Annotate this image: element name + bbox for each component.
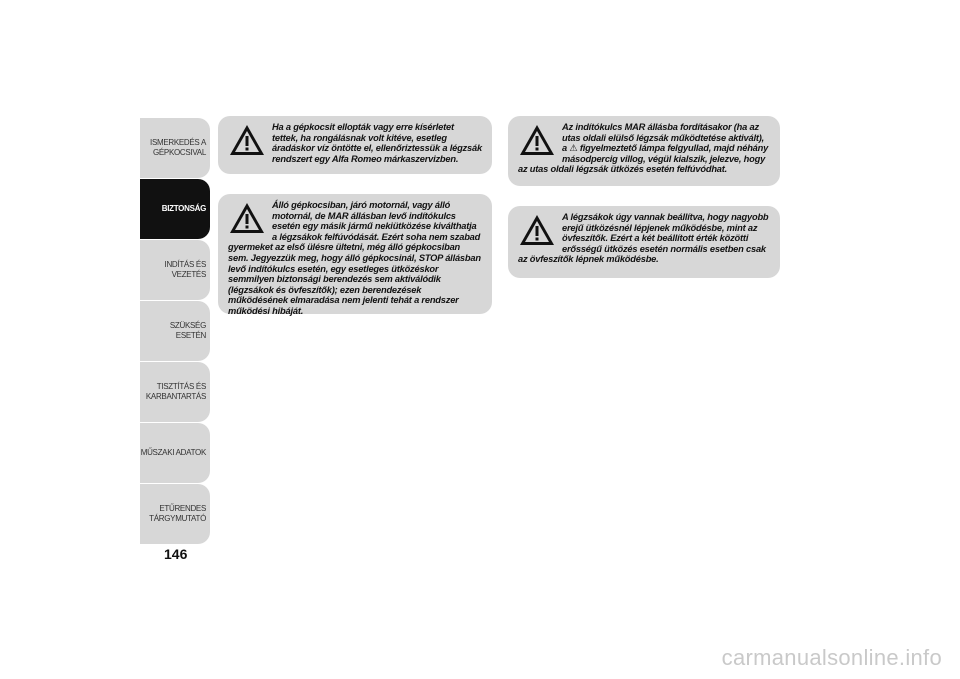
warning-text-airbag-threshold: A légzsákok úgy vannak beállítva, hogy nagyobb erejű ütközésnél lépjenek működésbe, mint az övfeszítők. Ezért a két beállított érték közötti erősségű ütközés esetén normális esetben csak az övfeszítők lépnek működésbe.: [518, 212, 769, 265]
page-number: 146: [164, 546, 188, 562]
watermark: carmanualsonline.info: [721, 645, 942, 670]
warning-box-stationary: [218, 194, 492, 314]
tab-inditas[interactable]: INDÍTÁS ÉS VEZETÉS: [140, 240, 210, 300]
warning-triangle-icon: [228, 200, 266, 236]
tab-biztonsag[interactable]: BIZTONSÁG: [140, 179, 210, 239]
warning-box-theft: [218, 116, 492, 174]
tab-szukseg[interactable]: SZÜKSÉG ESETÉN: [140, 301, 210, 361]
warning-box-key-mar: [508, 116, 780, 186]
tab-ismerkedes[interactable]: ISMERKEDÉS A GÉPKOCSIVAL: [140, 118, 210, 178]
warning-text-stationary: Álló gépkocsiban, járó motornál, vagy álló motornál, de MAR állásban levő indítókulcs esetén egy másik jármű nekiütközése kiválthatja a légzsákok felfúvódását. Ezért soha nem szabad gyermeket az első ülésre ültetni, még álló gépkocsiban sem. Jegyezzük meg, hogy álló gépkocsinál, STOP állásban levő indítókulcs esetén, egy esetleges ütközéskor semmilyen biztonsági berendezés sem aktiválódik (légzsákok és övfeszítők); ezen berendezések működésének elmaradása nem jelenti tehát a rendszer működési hibáját.: [228, 200, 481, 316]
warning-triangle-icon: [518, 122, 556, 158]
warning-triangle-icon: [228, 122, 266, 158]
tab-tisztitas[interactable]: TISZTÍTÁS ÉS KARBANTARTÁS: [140, 362, 210, 422]
tab-targymutato[interactable]: ETŰRENDES TÁRGYMUTATÓ: [140, 484, 210, 544]
warning-box-airbag-threshold: [508, 206, 780, 278]
tab-muszaki[interactable]: MŰSZAKI ADATOK: [140, 423, 210, 483]
warning-text-theft: Ha a gépkocsit ellopták vagy erre kísérletet tettek, ha rongálásnak volt kitéve, esetleg áradáskor víz öntötte el, ellenőriztessük a légzsák rendszert egy Alfa Romeo márkaszervizben.: [272, 122, 482, 164]
warning-text-key-mar: Az indítókulcs MAR állásba fordításakor (ha az utas oldali elülső légzsák működtetése aktivált), a ⚠ figyelmeztető lámpa felgyullad, majd néhány másodpercig villog, végül kialszik, jelezve, hogy az utas oldali légzsák ütközés esetén felfúvódhat.: [518, 122, 769, 175]
warning-triangle-icon: [518, 212, 556, 248]
